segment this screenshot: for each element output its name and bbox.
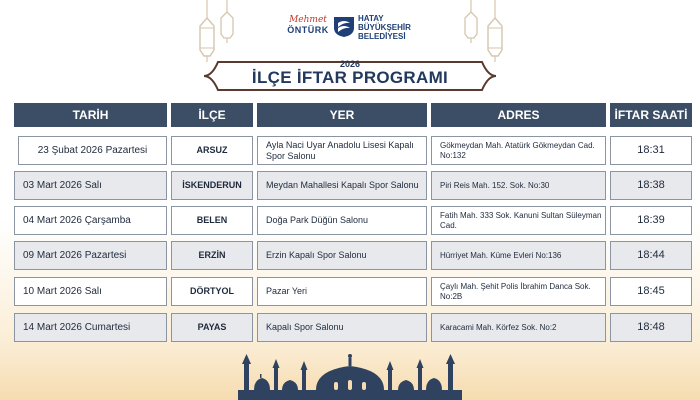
logo-line-2: BÜYÜKŞEHİR bbox=[358, 23, 411, 32]
lantern-icon bbox=[484, 0, 506, 64]
cell-saat: 18:48 bbox=[610, 313, 692, 342]
cell-adres: Karacami Mah. Körfez Sok. No:2 bbox=[431, 313, 606, 342]
column-header-yer: YER bbox=[257, 103, 427, 127]
cell-ilce: BELEN bbox=[171, 206, 253, 235]
cell-ilce: İSKENDERUN bbox=[171, 171, 253, 200]
lantern-icon bbox=[196, 0, 218, 64]
cell-date: 03 Mart 2026 Salı bbox=[14, 171, 167, 200]
cell-saat: 18:31 bbox=[610, 136, 692, 165]
page-title: İLÇE İFTAR PROGRAMI bbox=[251, 68, 449, 87]
mehmet-ozturk-logo bbox=[286, 15, 330, 39]
cell-ilce: PAYAS bbox=[171, 313, 253, 342]
cell-adres: Fatih Mah. 333 Sok. Kanuni Sultan Süleyman Cad. bbox=[431, 206, 606, 235]
cell-date: 04 Mart 2026 Çarşamba bbox=[14, 206, 167, 235]
cell-date: 14 Mart 2026 Cumartesi bbox=[14, 313, 167, 342]
table-row bbox=[0, 136, 700, 165]
title-banner bbox=[204, 56, 496, 96]
logo-line-1: HATAY bbox=[358, 14, 384, 23]
cell-yer: Erzin Kapalı Spor Salonu bbox=[257, 241, 427, 270]
cell-yer: Doğa Park Düğün Salonu bbox=[257, 206, 427, 235]
mosque-skyline-icon bbox=[238, 350, 462, 400]
cell-adres: Çaylı Mah. Şehit Polis İbrahim Danca Sok. No:2B bbox=[431, 277, 606, 306]
cell-adres: Hürriyet Mah. Küme Evleri No:136 bbox=[431, 241, 606, 270]
logo-script: Mehmet bbox=[289, 15, 327, 25]
lantern-icon bbox=[462, 0, 480, 44]
cell-saat: 18:45 bbox=[610, 277, 692, 306]
cell-ilce: ERZİN bbox=[171, 241, 253, 270]
cell-adres: Piri Reis Mah. 152. Sok. No:30 bbox=[431, 171, 606, 200]
hatay-emblem-icon bbox=[332, 14, 356, 38]
cell-saat: 18:39 bbox=[610, 206, 692, 235]
cell-date: 09 Mart 2026 Pazartesi bbox=[14, 241, 167, 270]
cell-yer: Kapalı Spor Salonu bbox=[257, 313, 427, 342]
cell-yer: Pazar Yeri bbox=[257, 277, 427, 306]
cell-yer: Meydan Mahallesi Kapalı Spor Salonu bbox=[257, 171, 427, 200]
banner-year: 2026 bbox=[339, 59, 361, 69]
table-row bbox=[0, 241, 700, 270]
cell-ilce: DÖRTYOL bbox=[171, 277, 253, 306]
cell-adres: Gökmeydan Mah. Atatürk Gökmeydan Cad. No:132 bbox=[431, 136, 606, 165]
cell-saat: 18:38 bbox=[610, 171, 692, 200]
hatay-municipality-logo bbox=[332, 14, 424, 42]
table-row bbox=[0, 277, 700, 306]
column-header-ilce: İLÇE bbox=[171, 103, 253, 127]
table-row bbox=[0, 206, 700, 235]
column-header-adres: ADRES bbox=[431, 103, 606, 127]
column-header-iftar-saati: İFTAR SAATİ bbox=[610, 103, 692, 127]
logo-name: ÖNTÜRK bbox=[287, 25, 329, 35]
column-header-tarih: TARİH bbox=[14, 103, 167, 127]
cell-yer: Ayla Naci Uyar Anadolu Lisesi Kapalı Spor Salonu bbox=[257, 136, 427, 165]
table-header bbox=[0, 103, 700, 127]
cell-ilce: ARSUZ bbox=[171, 136, 253, 165]
table-row bbox=[0, 171, 700, 200]
cell-date: 10 Mart 2026 Salı bbox=[14, 277, 167, 306]
cell-saat: 18:44 bbox=[610, 241, 692, 270]
logo-line-3: BELEDİYESİ bbox=[358, 32, 406, 41]
table-row bbox=[0, 313, 700, 342]
lantern-icon bbox=[218, 0, 236, 44]
cell-date: 23 Şubat 2026 Pazartesi bbox=[18, 136, 167, 165]
